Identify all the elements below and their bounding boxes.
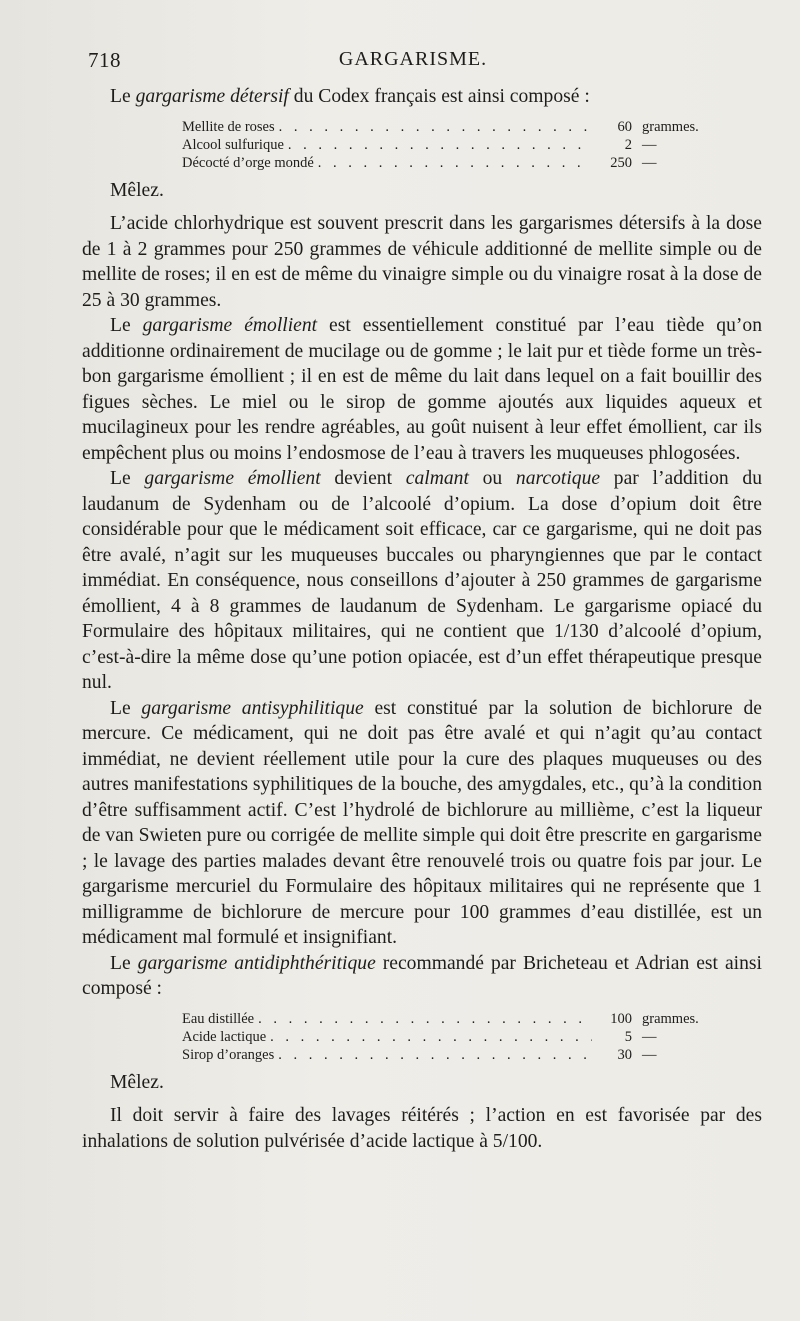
leader-dots <box>318 154 592 172</box>
melez-instruction: Mêlez. <box>110 179 164 201</box>
ingredient-unit: — <box>642 136 657 153</box>
recipe-row <box>182 1028 742 1046</box>
recipe-row <box>182 136 742 154</box>
paragraph-acide-chlorhydrique: L’acide chlorhydrique est souvent prescrit dans les gargarismes détersifs à la dose de 1 à 2 grammes pour 250 grammes de véhicule additionné de mellite simple ou de mellite de roses; il en est de même du vinaigre simple ou du vinaigre rosat à la dose de 25 à 30 grammes. <box>82 213 762 311</box>
recipe-row <box>182 118 742 136</box>
term-narcotique: narcotique <box>515 468 601 489</box>
text-run: est constitué par la solution de bichlorure de mercure. Ce médicament, qui ne doit pas être avalé et qui n’agit qu’au contact immédiat, ne devient réellement utile pour la cure des plaques muqueuses ou des autres manifestations syphilitiques de la bouche, des amygdales, etc., qu’à la condition d’être suffisamment actif. C’est l’hydrolé de bichlorure au millième, c’est la liqueur de van Swieten pure ou corrigée de mellite simple qui doit être prescrite en gargarisme ; le lavage des parties malades devant être renouvelé trois ou quatre fois par jour. Le gargarisme mercuriel du Formulaire des hôpitaux militaires qui ne représente que 1 milligramme de bichlorure de mercure pour 100 grammes d’eau distillée, est un médicament mal formulé et insignifiant. <box>82 697 762 948</box>
recipe-row <box>182 1046 742 1064</box>
text-run: Le <box>110 697 142 719</box>
term-emollient: gargarisme émollient <box>142 315 318 336</box>
leader-dots <box>258 1010 592 1028</box>
intro-detersif <box>82 84 762 110</box>
leader-dots <box>278 1046 592 1064</box>
ingredient-name: Acide lactique <box>182 1028 267 1045</box>
ingredient-name: Alcool sulfurique <box>182 136 284 153</box>
leader-dots <box>288 136 592 154</box>
page-header <box>88 48 738 76</box>
running-title: GARGARISME. <box>338 48 488 70</box>
ingredient-name: Décocté d’orge mondé <box>182 154 314 171</box>
ingredient-qty: 100 <box>610 1010 632 1027</box>
ingredient-unit: — <box>642 154 657 171</box>
ingredient-qty: 2 <box>624 136 632 153</box>
paragraph-emollient <box>82 313 762 466</box>
recipe-antidiphtheritique <box>182 1010 742 1064</box>
ingredient-unit: — <box>642 1046 657 1063</box>
paragraph-antisyphilitique <box>82 696 762 951</box>
page-number: 718 <box>88 48 121 72</box>
text-run: devient <box>320 468 406 489</box>
term-emollient: gargarisme émollient <box>144 468 321 489</box>
intro-antidiphtheritique <box>82 951 762 1002</box>
ingredient-qty: 5 <box>624 1028 632 1045</box>
text-run: recommandé par Bricheteau et Adrian est ainsi composé : <box>82 952 762 999</box>
text-run: du Codex français est ainsi composé : <box>288 86 590 107</box>
text-run: est essentiellement constitué par l’eau tiède qu’on additionne ordinairement de mucilage ou de gomme ; le lait pur et tiède forme un très-bon gargarisme émollient ; il en est de même du lait dans lequel on a fait bouillir des figues sèches. Le miel ou le sirop de gomme ajoutés aux liquides aqueux et mucilagineux pour les rendre agréables, au goût nuisent à leur effet émollient, car ils empêchent plus ou moins l’endosmose de l’eau à travers les muqueuses phlogosées. <box>82 315 762 464</box>
ingredient-qty: 250 <box>610 154 632 171</box>
term-detersif: gargarisme détersif <box>135 86 289 107</box>
text-run: Le <box>110 952 138 974</box>
term-antisyphilitique: gargarisme antisyphilitique <box>141 697 364 719</box>
ingredient-unit: grammes. <box>642 118 699 135</box>
recipe-detersif <box>182 118 742 172</box>
paragraph-final: Il doit servir à faire des lavages réitérés ; l’action en est favorisée par des inhalations de solution pulvérisée d’acide lactique à 5/100. <box>82 1105 762 1152</box>
recipe-row <box>182 1010 742 1028</box>
ingredient-name: Eau distillée <box>182 1010 255 1027</box>
term-antidiphtheritique: gargarisme antidiphthéritique <box>137 952 376 974</box>
text-run: Le <box>110 86 136 107</box>
term-calmant: calmant <box>405 468 469 489</box>
ingredient-unit: — <box>642 1028 657 1045</box>
ingredient-qty: 60 <box>617 118 632 135</box>
page-body <box>82 84 762 1154</box>
ingredient-name: Mellite de roses <box>182 118 275 135</box>
recipe-row <box>182 154 742 172</box>
leader-dots <box>270 1028 592 1046</box>
leader-dots <box>279 118 592 136</box>
ingredient-unit: grammes. <box>642 1010 699 1027</box>
paragraph-calmant <box>82 466 762 696</box>
melez-instruction: Mêlez. <box>110 1071 164 1093</box>
text-run: Le <box>110 315 143 336</box>
text-run: ou <box>468 468 516 489</box>
ingredient-qty: 30 <box>617 1046 632 1063</box>
text-run: par l’addition du laudanum de Sydenham ou de l’alcoolé d’opium. La dose d’opium doit être considérable pour que le médicament soit efficace, car ce gargarisme, qui ne doit pas être avalé, n’agit sur les muqueuses buccales ou pharyngiennes que par le contact immédiat. En conséquence, nous conseillons d’ajouter à 250 grammes de gargarisme émollient, 4 à 8 grammes de laudanum de Sydenham. Le gargarisme opiacé du Formulaire des hôpitaux militaires, qui ne contient que 1/130 d’alcoolé d’opium, c’est-à-dire la même dose qu’une potion opiacée, est d’un effet thérapeutique presque nul. <box>82 468 763 693</box>
text-run: Le <box>110 468 145 489</box>
ingredient-name: Sirop d’oranges <box>182 1046 275 1063</box>
